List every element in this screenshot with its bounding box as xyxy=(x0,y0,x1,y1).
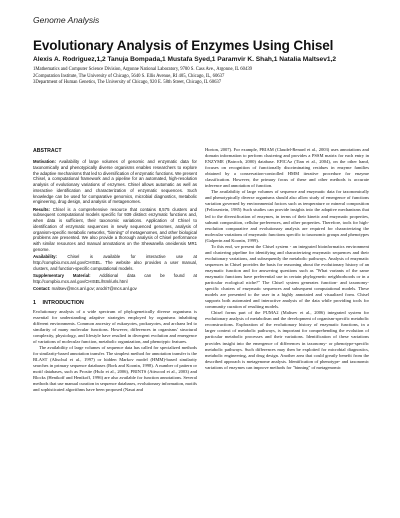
section-heading-introduction xyxy=(33,300,197,306)
affiliation: 1Mathematics and Computer Science Division, Argonne National Laboratory, 9700 S. Cass Ave., Argonne, IL 60439 xyxy=(33,67,253,72)
affiliation: 3Department of Human Genetics, The University of Chicago, 920 E. 58th Street, Chicago, IL 60637 xyxy=(33,80,222,86)
left-column xyxy=(33,148,197,393)
author-list: Alexis A. Rodriguez,1,2 Tanuja Bompada,1 Mustafa Syed,1 Paramvir K. Shah,1 Natalia Maltsev1,2 xyxy=(33,56,337,63)
body-paragraph: The availability of large volumes of sequence data has called for specialized methods for similarity-based annotation transfer. The simplest method for annotation transfer is the BLAST (Altschul et al., 1997) or hidden Markov model (HMM)-based similarity searches in primary sequence databases (Bork and Koonin, 1998). A number of pattern or motif databases, such as Prosite (Hulo et al., 2006), PRINTS (Attwood et al., 2003) and Blocks (Henikoff and Henikoff, 1996) are also available for function annotations. Several methods that use manual curation in sequence databases, evolutionary information, motifs and sophisticated algorithms have been proposed (Nasai and xyxy=(33,344,197,393)
affiliation: 2Computation Institute, The University of Chicago, 5640 S. Ellis Avenue, RI 405, Chicago, IL, 60637 xyxy=(33,73,225,79)
motivation-text: Availability of large volumes of genomic and enzymatic data for taxonomically and phenotypically diverse organisms enables researchers to explore the adaptive mechanisms that led to diversification of enzymatic functions. We present Chisel, a computational framework and a pipeline for an automated, high-resolution analysis of evolutionary variations of enzymes. Chisel allows automatic as well as interactive identification and characterization of enzymatic sequences. Such knowledge can be used for comparative genomics, microbial diagnostics, metabolic engineering, drug design, and analysis of metagenomes. xyxy=(33,159,198,205)
section-title: INTRODUCTION xyxy=(42,299,84,306)
abstract-supplementary xyxy=(33,273,197,285)
body-paragraph: The availability of large volumes of sequence and enzymatic data for taxonomically and phenotypically diverse organisms should also allow study of emergence of functions variation governed by environmental factors such as temperature or mineral composition (Feliosestein, 1985) Such studies can provide insights into the adaptive mechanisms that led to the diversification of enzymes, in terms of their kinetic and enzymatic properties, subunit composition, cellular preferences, and other properties. Therefore, tools for high-resolution comparative and evolutionary analysis are required for characterizing the molecular variations of enzymatic functions specific to taxonomic groups and phenotypes (Galperin and Koonin, 1999). xyxy=(205,189,369,243)
contact-text: maltsev@mcs.anl.gov; arodri7@mcs.anl.gov xyxy=(51,285,137,291)
body-paragraph: To this end, we present the Chisel system - an integrated bioinformatics environment and clustering pipeline for identifying and characterizing enzymatic sequences and their evolutionary variations, and subsequently the metabolic pathways. Analysis of enzymatic sequences in Chisel provides the basis for reasoning about the evolutionary history of an enzymatic function and for answering questions such as "What variants of the same enzymatic functions have preferential use in certain phylogenetic neighborhoods or in a particular ecological niche?" The Chisel system generates function- and taxonomy-specific clusters of enzymatic sequences and subsequent computational models. These models are presented to the user in a highly annotated and visualized form. Chisel supports both automated and interactive analysis of the data while providing tools for community curation of resulting models. xyxy=(205,243,369,310)
section-number: 1 xyxy=(33,299,36,306)
abstract-body xyxy=(33,159,197,292)
results-text: Chisel is a comprehensive resource that contains 8,575 clusters and subsequent computational models specific for 939 distinct enzymatic functions and, when data is sufficient, their taxonomic variations. Application of Chisel to identification of enzymatic sequences in newly sequenced genomes, analysis of organism-specific metabolic networks, "binning" of metagenomes, and other biological problems are presented. We also provide a thorough analysis of Chisel performance with similar resources and manual annotations on the Shewanella oneidensis MR1 genome. xyxy=(33,206,197,252)
availability-label: Availability: xyxy=(33,254,57,260)
abstract-heading: ABSTRACT xyxy=(33,148,62,154)
body-paragraph: Chisel forms part of the PUMA2 (Maltsev et al., 2006) integrated system for evolutionary analysis of metabolism and the development of organism-specific metabolic reconstructions. Exploration of the evolutionary history of enzymatic functions, in a larger context of metabolic pathways, is important for comprehending the evolution of particular metabolic processes and their variations. Identification of these variations provides insight into the emergence of differences in taxonomy- or phenotype-specific metabolic pathways. Such differences may then be exploited for microbial diagnostics, metabolic engineering, and drug design. Another area that could greatly benefit from the described approach is metagenome analysis. Identification of phenotype- and taxonomic variations of enzymes can improve methods for "binning" of metagenomic xyxy=(205,310,369,370)
affiliation-list xyxy=(33,67,378,87)
supplementary-text: Additional data can be found at http://compbio.mcs.anl.gov/CHISEL/html/urls.html xyxy=(33,272,197,284)
abstract-motivation xyxy=(33,159,197,205)
body-paragraph: Horton, 2007). For example, PRIAM (Claudel-Renard et al., 2003) uses annotations and domain information to perform clustering and provides a PSSM matrix for each entry in ENZYME (Bairoch, 2000) database. EFICAz (Tian et al., 2004), on the other hand, focuses on recognition of functionally discriminating residues in enzyme families obtained by a conservation-controlled HMM iterative procedure for enzyme classification. However, the primary focus of these and other methods is accurate inference and annotation of function. xyxy=(205,147,369,189)
body-paragraph: Evolutionary analysis of a wide spectrum of phylogenetically diverse organisms is essential for understanding adaptive strategies employed by organisms inhabiting different environments. Common ancestry of eukaryotes, prokaryotes, and archaea led to similarity of many molecular functions. However, differences in organisms' structural complexity, physiology, and lifestyle have resulted in divergent evolution and emergence of variations of molecular function, metabolic organization, and phenotypic features. xyxy=(33,308,197,344)
supplementary-label: Supplementary Material: xyxy=(33,272,91,278)
journal-label: Genome Analysis xyxy=(33,15,100,25)
paper-title: Evolutionary Analysis of Enzymes Using Chisel xyxy=(33,38,334,53)
abstract-availability xyxy=(33,254,197,271)
right-column xyxy=(205,147,369,371)
abstract-contact xyxy=(33,286,197,292)
motivation-label: Motivation: xyxy=(33,159,56,165)
availability-text: Chisel is available for interactive use at http://compbio.mcs.anl.gov/CHISEL. The website also provides a user manual, clusters, and function-specific computational models. xyxy=(33,254,197,271)
results-label: Results: xyxy=(33,206,50,212)
contact-label: Contact: xyxy=(33,285,51,291)
abstract-results xyxy=(33,207,197,253)
